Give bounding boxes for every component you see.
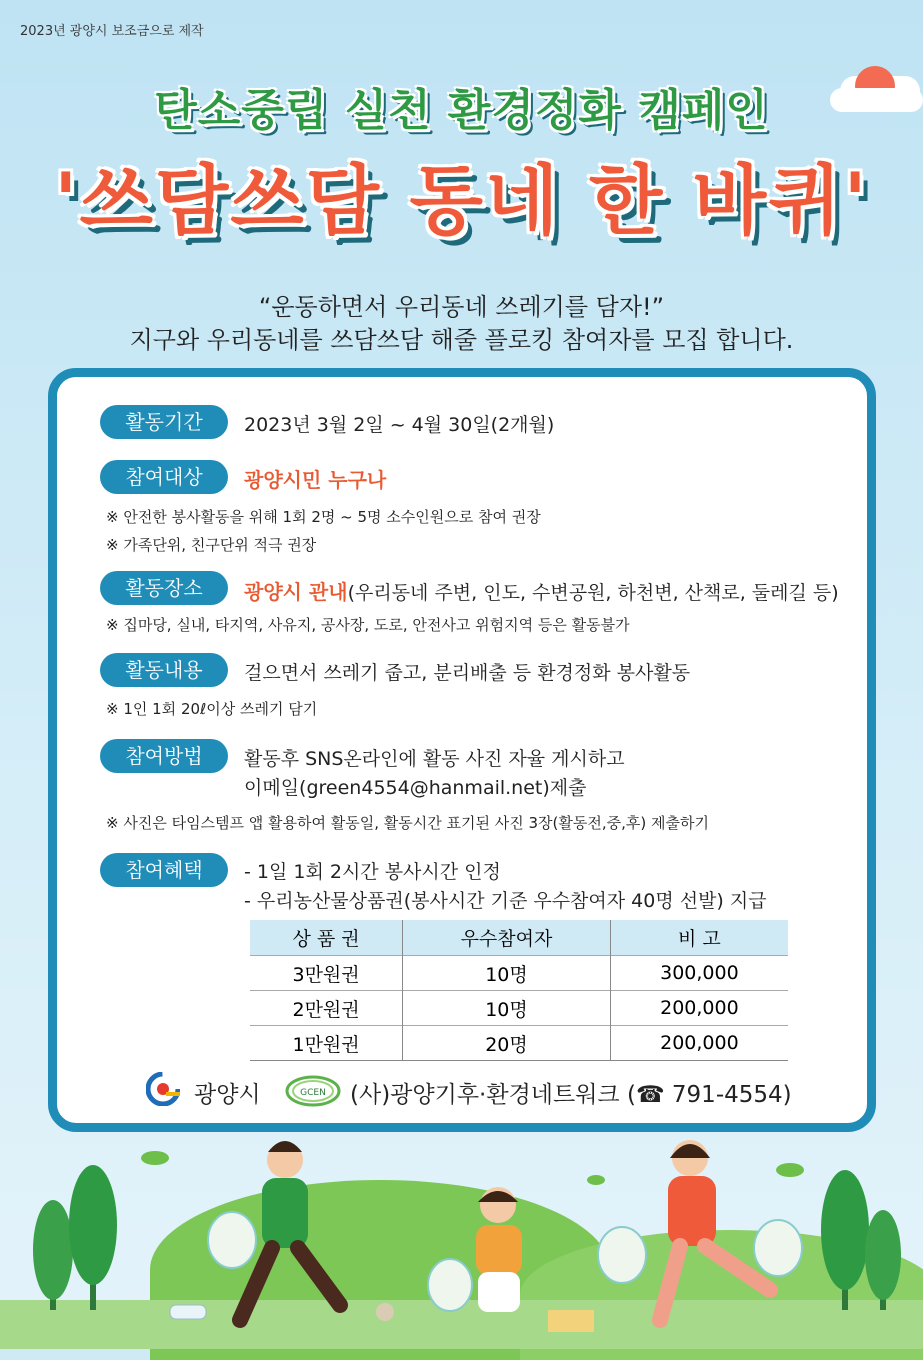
table-header: 상 품 권: [250, 920, 403, 956]
phone-number: 791-4554): [664, 1082, 792, 1108]
gcen-logo-icon: [284, 1074, 342, 1108]
org2-line: [350, 1076, 792, 1109]
gwangyang-logo-icon: [146, 1072, 180, 1106]
campaign-name: '쓰담쓰담 동네 한 바퀴': [54, 156, 869, 245]
leaf-icon: [141, 1151, 169, 1165]
slogan: “운동하면서 우리동네 쓰레기를 담자!”: [258, 293, 665, 321]
org1-name: 광양시: [194, 1082, 261, 1108]
org2-name: (사)광양기후·환경네트워크 (: [350, 1082, 636, 1108]
label-content: 활동내용: [100, 653, 228, 687]
wrapper-icon: [548, 1310, 594, 1332]
place-highlight: 광양시 관내: [244, 580, 348, 604]
table-cell: 2만원권: [250, 991, 403, 1026]
label-place: 활동장소: [100, 571, 228, 605]
method-line-1: 활동후 SNS온라인에 활동 사진 자율 게시하고: [244, 748, 625, 770]
method-note: ※ 사진은 타임스템프 앱 활용하여 활동일, 활동시간 표기된 사진 3장(활동전,중,후) 제출하기: [106, 814, 709, 832]
table-cell: 10명: [403, 991, 611, 1026]
runner-left-icon: [208, 1141, 340, 1320]
table-row: [250, 991, 788, 1026]
table-cell: 200,000: [610, 991, 788, 1026]
method-line-2: 이메일(green4554@hanmail.net)제출: [244, 777, 587, 799]
bottle-icon: [170, 1305, 206, 1319]
target-highlight: 광양시민 누구나: [244, 468, 387, 492]
table-cell: 1만원권: [250, 1026, 403, 1061]
content-note: ※ 1인 1회 20ℓ이상 쓰레기 담기: [106, 700, 318, 718]
table-cell: 3만원권: [250, 956, 403, 991]
credit-text: 2023년 광양시 보조금으로 제작: [20, 24, 204, 39]
gcen-logo-text: GCEN: [300, 1088, 326, 1098]
child-icon: [428, 1187, 522, 1312]
target-note-2: ※ 가족단위, 친구단위 적극 권장: [106, 536, 317, 554]
table-row: [250, 956, 788, 991]
target-note-1: ※ 안전한 봉사활동을 위해 1회 2명 ~ 5명 소수인원으로 참여 권장: [106, 508, 541, 526]
table-row: [250, 1026, 788, 1061]
table-header: 우수참여자: [403, 920, 611, 956]
period-text: 2023년 3월 2일 ~ 4월 30일(2개월): [244, 414, 555, 436]
campaign-title: 탄소중립 실천 환경정화 캠페인: [154, 85, 769, 136]
illustration: [0, 1130, 923, 1349]
place-text: (우리동네 주변, 인도, 수변공원, 하천변, 산책로, 둘레길 등): [347, 582, 839, 604]
table-cell: 20명: [403, 1026, 611, 1061]
benefit-line-2: - 우리농산물상품권(봉사시간 기준 우수참여자 40명 선발) 지급: [244, 890, 767, 912]
tree-icon: [33, 1165, 117, 1310]
runner-right-icon: [598, 1140, 802, 1320]
prize-table: [250, 920, 788, 1061]
leaf-icon: [776, 1163, 804, 1177]
leaf-icon: [587, 1175, 605, 1185]
table-cell: 200,000: [610, 1026, 788, 1061]
table-header: 비 고: [610, 920, 788, 956]
label-target: 참여대상: [100, 460, 228, 494]
phone-icon: ☎: [635, 1082, 665, 1108]
recruit-text: 지구와 우리동네를 쓰담쓰담 해줄 플로킹 참여자를 모집 합니다.: [129, 326, 794, 354]
label-method: 참여방법: [100, 739, 228, 773]
content-text: 걸으면서 쓰레기 줍고, 분리배출 등 환경정화 봉사활동: [244, 662, 691, 684]
table-header-row: [250, 920, 788, 956]
table-cell: 10명: [403, 956, 611, 991]
tree-icon: [821, 1170, 901, 1310]
table-cell: 300,000: [610, 956, 788, 991]
label-benefit: 참여혜택: [100, 853, 228, 887]
cup-icon: [376, 1303, 394, 1321]
place-line: [244, 576, 839, 605]
label-period: 활동기간: [100, 405, 228, 439]
benefit-line-1: - 1일 1회 2시간 봉사시간 인정: [244, 861, 501, 883]
place-note: ※ 집마당, 실내, 타지역, 사유지, 공사장, 도로, 안전사고 위험지역 등은 활동불가: [106, 616, 630, 634]
